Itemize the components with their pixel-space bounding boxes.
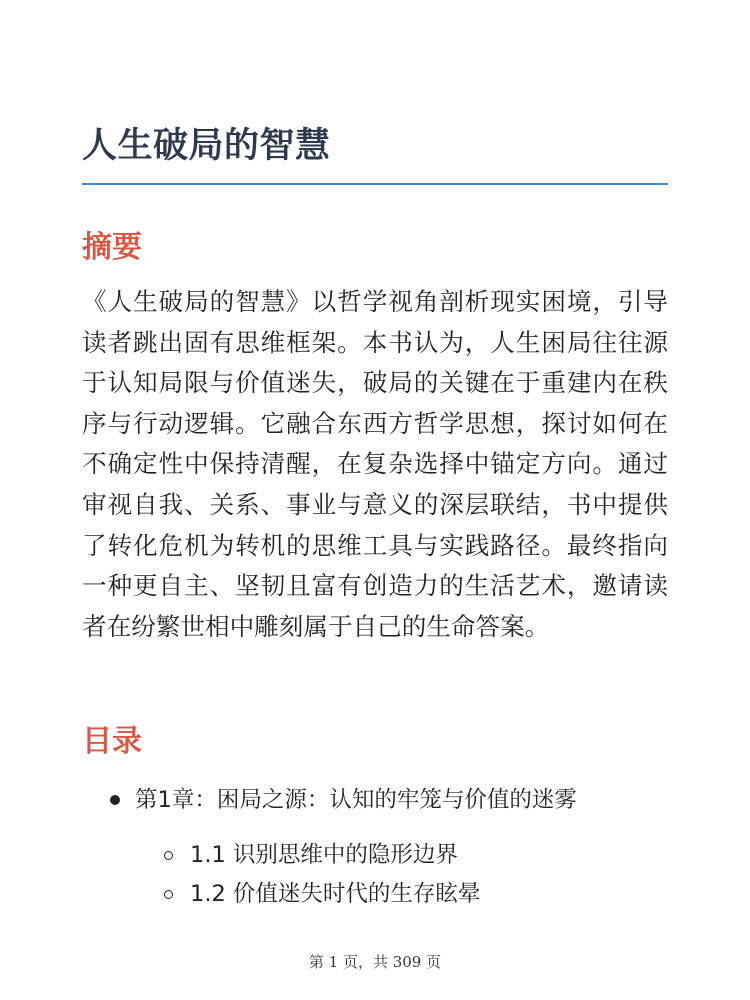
toc-section-label: 1.1 识别思维中的隐形边界	[190, 842, 458, 868]
page-number-footer: 第 1 页，共 309 页	[308, 953, 442, 971]
toc-section-item	[82, 836, 668, 875]
toc-chapter-label: 第1章：困局之源：认知的牢笼与价值的迷雾	[135, 787, 577, 813]
bullet-disc-icon	[110, 795, 120, 805]
abstract-body: 《人生破局的智慧》以哲学视角剖析现实困境，引导读者跳出固有思维框架。本书认为，人生困局往往源于认知局限与价值迷失，破局的关键在于重建内在秩序与行动逻辑。它融合东西方哲学思想，探讨如何在不确定性中保持清醒，在复杂选择中锚定方向。通过审视自我、关系、事业与意义的深层联结，书中提供了转化危机为转机的思维工具与实践路径。最终指向一种更自主、坚韧且富有创造力的生活艺术，邀请读者在纷繁世相中雕刻属于自己的生命答案。	[82, 287, 668, 641]
toc-heading: 目录	[82, 724, 142, 759]
bullet-circle-icon	[164, 890, 173, 899]
toc-section-label: 1.2 价值迷失时代的生存眩晕	[190, 881, 481, 907]
bullet-circle-icon	[164, 851, 173, 860]
document-title: 人生破局的智慧	[82, 126, 331, 166]
table-of-contents	[82, 780, 668, 914]
toc-chapter-item	[82, 780, 668, 820]
toc-section-item	[82, 875, 668, 914]
abstract-heading: 摘要	[82, 230, 142, 265]
toc-section-group	[82, 836, 668, 914]
toc-section-list	[82, 836, 668, 914]
title-divider	[82, 183, 668, 185]
